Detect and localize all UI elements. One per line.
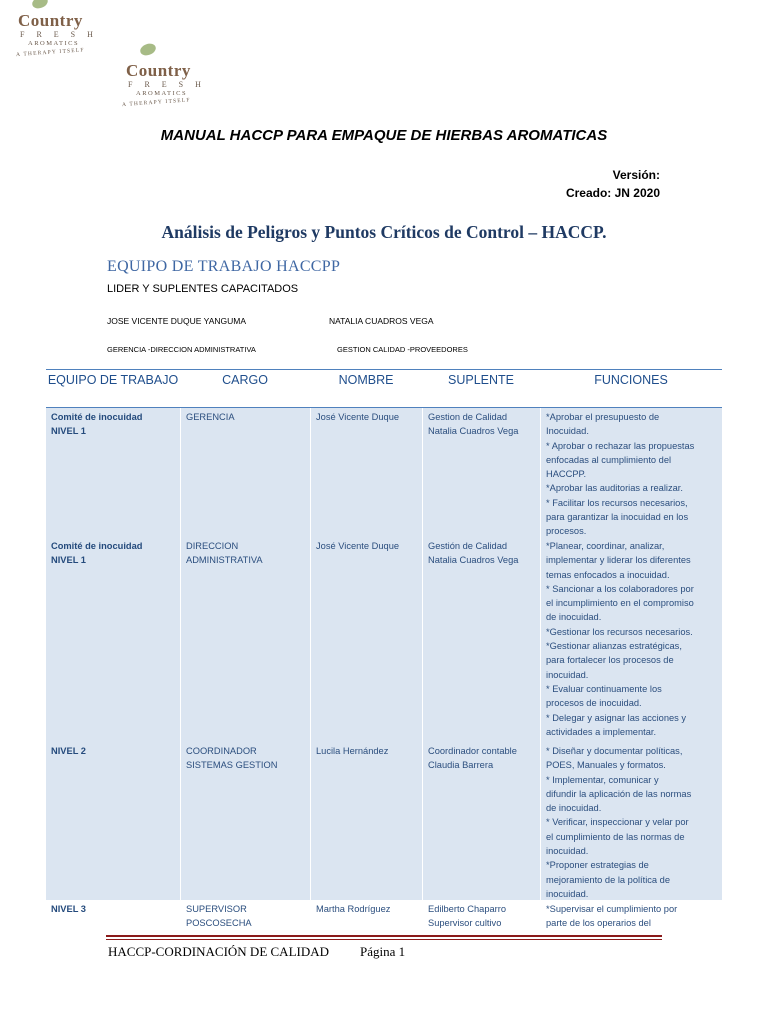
cell-line: NIVEL 1: [51, 426, 86, 437]
logo-aromatics: AROMATICS: [28, 40, 80, 47]
header-funciones: FUNCIONES: [594, 373, 668, 387]
cell-line: de inocuidad.: [546, 612, 602, 623]
cell-line: inocuidad.: [546, 888, 589, 899]
team-title: EQUIPO DE TRABAJO HACCPP: [107, 258, 341, 275]
cell-suplente: [422, 408, 540, 537]
cell-line: *Aprobar las auditorias a realizar.: [546, 483, 683, 494]
cell-line: SISTEMAS GESTION: [186, 760, 278, 771]
cell-line: mejoramiento de la política de: [546, 874, 671, 885]
cell-equipo: [46, 742, 180, 900]
substitute-name: NATALIA CUADROS VEGA: [329, 316, 434, 326]
cell-line: Claudia Barrera: [428, 760, 494, 771]
footer-text: HACCP-CORDINACIÓN DE CALIDAD: [108, 944, 329, 959]
cell-line: Natalia Cuadros Vega: [428, 426, 519, 437]
cell-suplente: [422, 537, 540, 742]
cell-line: el cumplimiento de las normas de: [546, 831, 685, 842]
cell-line: *Gestionar los recursos necesarios.: [546, 626, 693, 637]
haccp-team-table: [46, 369, 722, 940]
cell-line: para garantizar la inocuidad en los: [546, 512, 689, 523]
cell-line: POES, Manuales y formatos.: [546, 760, 666, 771]
cell-line: Comité de inocuidad: [51, 541, 143, 551]
cell-cargo: [180, 742, 310, 900]
cell-line: Coordinador contable: [428, 746, 517, 756]
cell-line: *Gestionar alianzas estratégicas,: [546, 641, 682, 652]
cell-funciones: [540, 408, 722, 537]
version-label: Versión:: [612, 168, 660, 182]
company-logo-secondary: [106, 44, 226, 109]
logo-fresh: F R E S H: [20, 30, 98, 39]
created-date: Creado: JN 2020: [565, 186, 660, 200]
cell-line: Supervisor cultivo: [428, 918, 502, 929]
cell-line: * Verificar, inspeccionar y velar por: [546, 817, 689, 828]
cell-line: procesos.: [546, 526, 587, 537]
logo-tagline: A THERAPY ITSELF: [15, 47, 85, 59]
cell-line: * Facilitar los recursos necesarios,: [546, 497, 688, 508]
footer-divider: [106, 935, 662, 937]
cell-line: para fortalecer los procesos de: [546, 655, 674, 666]
leaf-icon: [139, 42, 158, 58]
cell-line: José Vicente Duque: [316, 412, 400, 422]
cell-line: inocuidad.: [546, 846, 589, 857]
cell-line: *Aprobar el presupuesto de: [546, 412, 660, 422]
company-logo: [0, 0, 120, 59]
cell-line: COORDINADOR: [186, 746, 257, 756]
cell-line: Inocuidad.: [546, 426, 589, 437]
table-row: [46, 408, 722, 537]
cell-line: enfocadas al cumplimiento del: [546, 454, 672, 465]
cell-line: Edilberto Chaparro: [428, 904, 507, 914]
leaf-icon: [31, 0, 50, 10]
cell-equipo: [46, 900, 180, 940]
table-row: [46, 537, 722, 742]
table-header: [46, 369, 722, 408]
cell-line: Gestión de Calidad: [428, 541, 508, 551]
cell-line: temas enfocados a inocuidad.: [546, 569, 670, 580]
cell-cargo: [180, 900, 310, 940]
cell-line: difundir la aplicación de las normas: [546, 788, 692, 799]
cell-suplente: [422, 742, 540, 900]
cell-line: parte de los operarios del: [546, 918, 651, 929]
cell-cargo: [180, 537, 310, 742]
cell-line: GERENCIA: [186, 412, 235, 422]
cell-line: Lucila Hernández: [316, 746, 389, 756]
table-row: [46, 900, 722, 940]
cell-nombre: [310, 537, 422, 742]
cell-line: * Delegar y asignar las acciones y: [546, 712, 687, 723]
footer-divider-thin: [106, 939, 662, 940]
table-body: [46, 408, 722, 940]
cell-line: NIVEL 2: [51, 746, 86, 756]
cell-line: SUPERVISOR: [186, 904, 247, 914]
logo-fresh: F R E S H: [128, 80, 206, 89]
cell-line: *Planear, coordinar, analizar,: [546, 541, 665, 551]
cell-nombre: [310, 408, 422, 537]
cell-line: de inocuidad.: [546, 803, 602, 814]
logo-word: Country: [18, 11, 83, 30]
logo-aromatics: AROMATICS: [136, 90, 188, 97]
cell-line: Gestion de Calidad: [428, 412, 508, 422]
header-equipo: EQUIPO DE TRABAJO: [47, 373, 179, 387]
logo-tagline: A THERAPY ITSELF: [121, 97, 191, 109]
team-subtitle: LIDER Y SUPLENTES CAPACITADOS: [107, 283, 299, 295]
table-row: [46, 742, 722, 900]
leader-name: JOSE VICENTE DUQUE YANGUMA: [107, 316, 247, 326]
cell-line: * Evaluar continuamente los: [546, 683, 662, 694]
header-nombre: NOMBRE: [338, 373, 394, 387]
manual-title: MANUAL HACCP PARA EMPAQUE DE HIERBAS AROMATICAS: [160, 127, 608, 144]
cell-line: NIVEL 3: [51, 904, 86, 914]
leader-area: GERENCIA -DIRECCION ADMINISTRATIVA: [107, 345, 256, 354]
cell-line: DIRECCION: [186, 541, 239, 551]
cell-line: el incumplimiento en el compromiso: [546, 598, 694, 609]
cell-line: implementar y liderar los diferentes: [546, 555, 691, 566]
cell-line: ADMINISTRATIVA: [186, 555, 263, 566]
logo-word: Country: [126, 61, 191, 80]
header-suplente: SUPLENTE: [448, 373, 514, 387]
cell-line: * Diseñar y documentar políticas,: [546, 746, 683, 756]
analysis-title: Análisis de Peligros y Puntos Críticos de Control – HACCP.: [161, 222, 607, 242]
cell-line: actividades a implementar.: [546, 726, 657, 737]
substitute-area: GESTION CALIDAD -PROVEEDORES: [337, 345, 468, 354]
cell-line: HACCPP.: [546, 469, 587, 480]
cell-nombre: [310, 742, 422, 900]
cell-line: Martha Rodríguez: [316, 904, 391, 914]
cell-line: * Implementar, comunicar y: [546, 774, 659, 785]
cell-line: *Proponer estrategias de: [546, 860, 649, 871]
cell-funciones: [540, 900, 722, 940]
cell-line: José Vicente Duque: [316, 541, 400, 551]
cell-cargo: [180, 408, 310, 537]
page-number: Página 1: [360, 944, 406, 959]
cell-line: *Supervisar el cumplimiento por: [546, 904, 678, 914]
cell-suplente: [422, 900, 540, 940]
cell-nombre: [310, 900, 422, 940]
cell-line: POSCOSECHA: [186, 918, 252, 929]
cell-line: NIVEL 1: [51, 555, 86, 566]
header-cargo: CARGO: [222, 373, 268, 387]
cell-line: * Sancionar a los colaboradores por: [546, 583, 694, 594]
cell-line: inocuidad.: [546, 669, 589, 680]
cell-funciones: [540, 537, 722, 742]
cell-line: Comité de inocuidad: [51, 412, 143, 422]
cell-funciones: [540, 742, 722, 900]
cell-equipo: [46, 408, 180, 537]
cell-equipo: [46, 537, 180, 742]
cell-line: Natalia Cuadros Vega: [428, 555, 519, 566]
cell-line: * Aprobar o rechazar las propuestas: [546, 440, 695, 451]
cell-line: procesos de inocuidad.: [546, 698, 642, 709]
